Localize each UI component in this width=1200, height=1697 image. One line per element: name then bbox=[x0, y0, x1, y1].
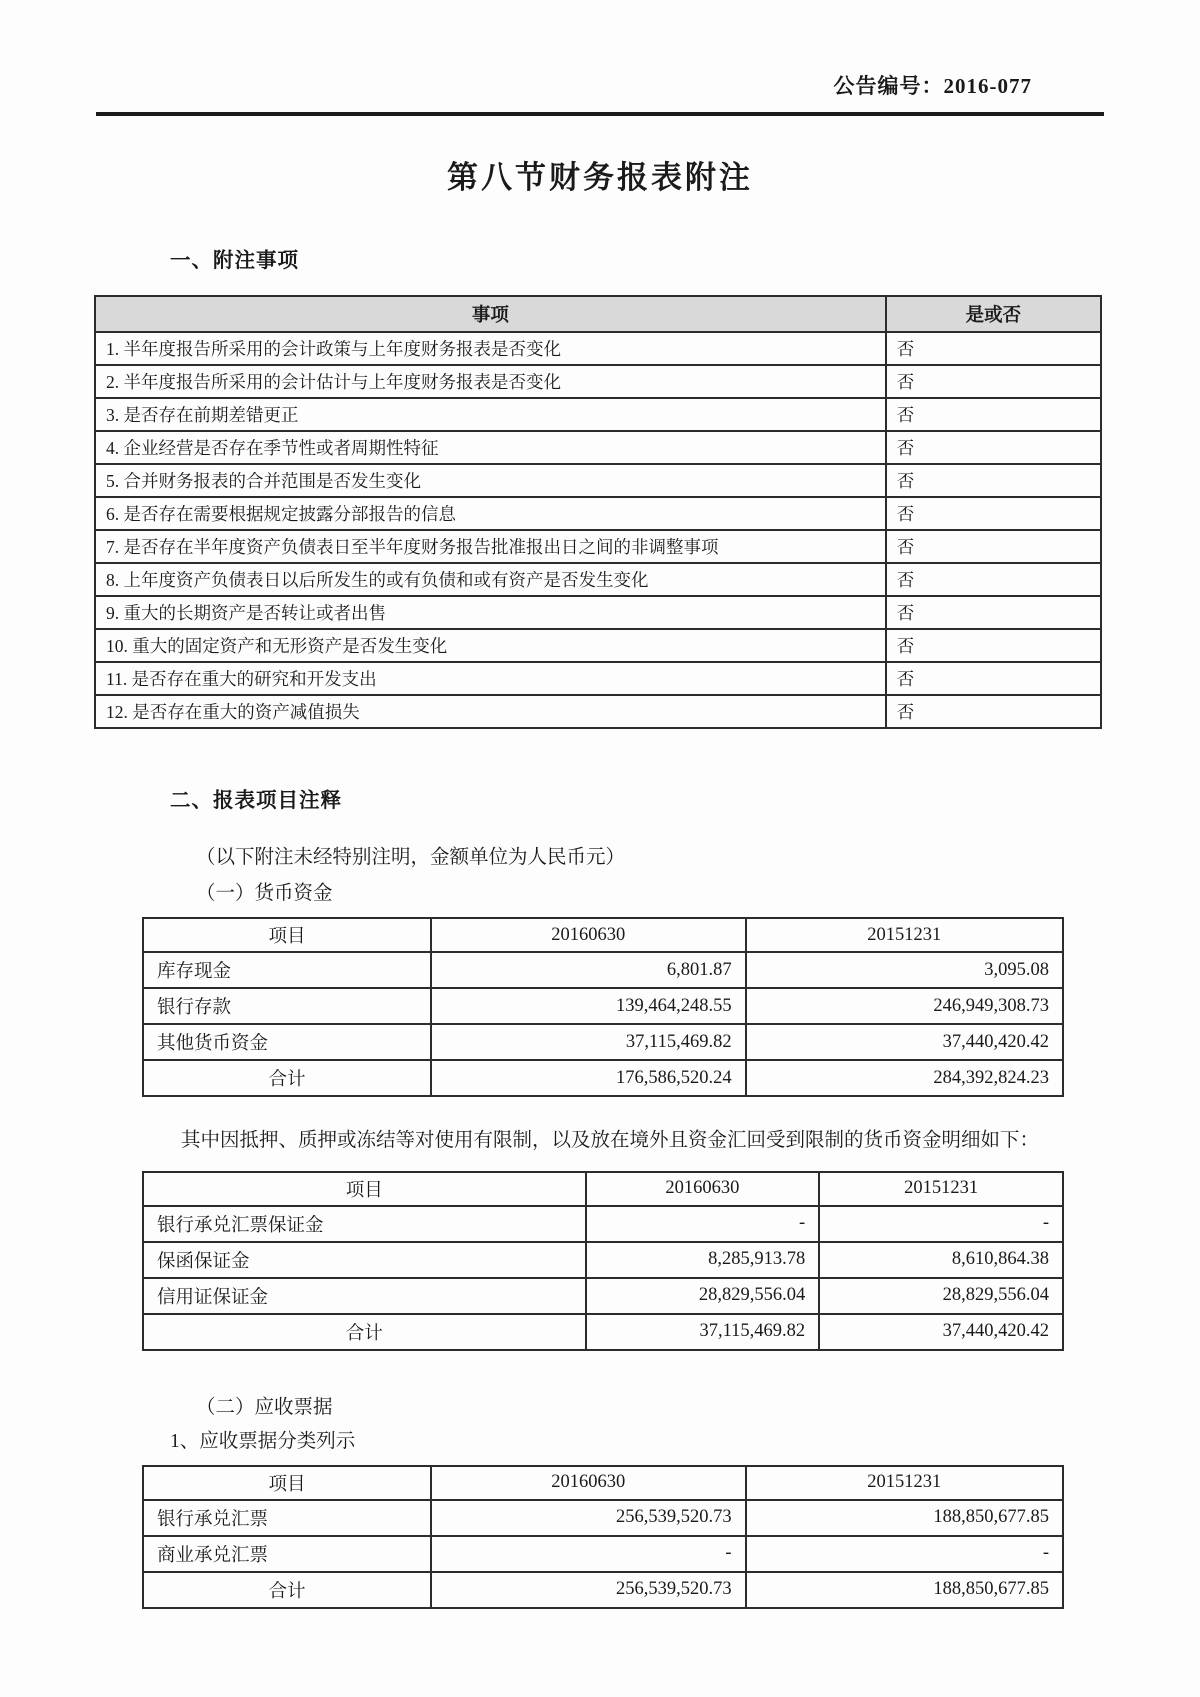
header-rule bbox=[96, 112, 1104, 116]
current-total-cell: 176,586,520.24 bbox=[431, 1060, 746, 1096]
total-row bbox=[143, 1572, 1063, 1608]
notes-matters-table bbox=[94, 295, 1102, 729]
item-cell: 7. 是否存在半年度资产负债表日至半年度财务报告批准报出日之间的非调整事项 bbox=[95, 530, 886, 563]
prior-total-cell: 188,850,677.85 bbox=[746, 1572, 1063, 1608]
section2-heading: 二、报表项目注释 bbox=[170, 790, 342, 812]
prior-value-cell: - bbox=[746, 1536, 1063, 1572]
doc-number: 公告编号：2016-077 bbox=[833, 74, 1032, 98]
answer-cell: 否 bbox=[886, 497, 1101, 530]
total-row bbox=[143, 1060, 1063, 1096]
table-header-row bbox=[95, 296, 1101, 332]
table-header-row bbox=[143, 1466, 1063, 1500]
table-row bbox=[95, 497, 1101, 530]
current-value-cell: 139,464,248.55 bbox=[431, 988, 746, 1024]
item-column-header: 事项 bbox=[95, 296, 886, 332]
table-row bbox=[143, 1242, 1063, 1278]
item-cell: 银行承兑汇票保证金 bbox=[143, 1206, 586, 1242]
prior-value-cell: 28,829,556.04 bbox=[819, 1278, 1063, 1314]
item-cell: 9. 重大的长期资产是否转让或者出售 bbox=[95, 596, 886, 629]
item-cell: 1. 半年度报告所采用的会计政策与上年度财务报表是否变化 bbox=[95, 332, 886, 365]
item-cell: 库存现金 bbox=[143, 952, 431, 988]
item-cell: 6. 是否存在需要根据规定披露分部报告的信息 bbox=[95, 497, 886, 530]
table-row bbox=[143, 1536, 1063, 1572]
item-cell: 商业承兑汇票 bbox=[143, 1536, 431, 1572]
restricted-funds-note: 其中因抵押、质押或冻结等对使用有限制，以及放在境外且资金汇回受到限制的货币资金明细如下： bbox=[181, 1130, 1040, 1151]
table-row bbox=[143, 1206, 1063, 1242]
prior-value-cell: 3,095.08 bbox=[746, 952, 1063, 988]
table-row bbox=[95, 332, 1101, 365]
answer-cell: 否 bbox=[886, 530, 1101, 563]
answer-cell: 否 bbox=[886, 398, 1101, 431]
table-row bbox=[143, 988, 1063, 1024]
item-cell: 5. 合并财务报表的合并范围是否发生变化 bbox=[95, 464, 886, 497]
answer-cell: 否 bbox=[886, 464, 1101, 497]
table-row bbox=[95, 431, 1101, 464]
answer-column-header: 是或否 bbox=[886, 296, 1101, 332]
notes-receivable-table bbox=[142, 1465, 1064, 1609]
item-cell: 保函保证金 bbox=[143, 1242, 586, 1278]
table-row bbox=[95, 464, 1101, 497]
total-label-cell: 合计 bbox=[143, 1060, 431, 1096]
table-row bbox=[95, 563, 1101, 596]
item-cell: 11. 是否存在重大的研究和开发支出 bbox=[95, 662, 886, 695]
answer-cell: 否 bbox=[886, 365, 1101, 398]
prior-total-cell: 37,440,420.42 bbox=[819, 1314, 1063, 1350]
answer-cell: 否 bbox=[886, 662, 1101, 695]
current-value-cell: - bbox=[586, 1206, 820, 1242]
current-period-header: 20160630 bbox=[431, 918, 746, 952]
prior-value-cell: 37,440,420.42 bbox=[746, 1024, 1063, 1060]
prior-period-header: 20151231 bbox=[746, 1466, 1063, 1500]
total-label-cell: 合计 bbox=[143, 1572, 431, 1608]
current-value-cell: 6,801.87 bbox=[431, 952, 746, 988]
current-value-cell: 8,285,913.78 bbox=[586, 1242, 820, 1278]
table-header-row bbox=[143, 918, 1063, 952]
prior-value-cell: - bbox=[819, 1206, 1063, 1242]
item-cell: 8. 上年度资产负债表日以后所发生的或有负债和或有资产是否发生变化 bbox=[95, 563, 886, 596]
table-row bbox=[95, 398, 1101, 431]
table-row bbox=[95, 695, 1101, 728]
item-cell: 其他货币资金 bbox=[143, 1024, 431, 1060]
table-row bbox=[143, 1500, 1063, 1536]
answer-cell: 否 bbox=[886, 332, 1101, 365]
item-cell: 4. 企业经营是否存在季节性或者周期性特征 bbox=[95, 431, 886, 464]
item-cell: 银行承兑汇票 bbox=[143, 1500, 431, 1536]
item-cell: 12. 是否存在重大的资产减值损失 bbox=[95, 695, 886, 728]
monetary-funds-table bbox=[142, 917, 1064, 1097]
table-header-row bbox=[143, 1172, 1063, 1206]
table-row bbox=[95, 365, 1101, 398]
table-row bbox=[95, 629, 1101, 662]
answer-cell: 否 bbox=[886, 629, 1101, 662]
current-period-header: 20160630 bbox=[586, 1172, 820, 1206]
total-label-cell: 合计 bbox=[143, 1314, 586, 1350]
table-row bbox=[143, 952, 1063, 988]
current-value-cell: - bbox=[431, 1536, 746, 1572]
item-cell: 3. 是否存在前期差错更正 bbox=[95, 398, 886, 431]
current-value-cell: 256,539,520.73 bbox=[431, 1500, 746, 1536]
table-row bbox=[143, 1024, 1063, 1060]
total-row bbox=[143, 1314, 1063, 1350]
page-title: 第八节财务报表附注 bbox=[447, 160, 753, 195]
prior-period-header: 20151231 bbox=[819, 1172, 1063, 1206]
monetary-funds-heading: （一）货币资金 bbox=[196, 883, 333, 904]
item-column-header: 项目 bbox=[143, 1466, 431, 1500]
unit-note: （以下附注未经特别注明，金额单位为人民币元） bbox=[196, 847, 626, 868]
current-value-cell: 37,115,469.82 bbox=[431, 1024, 746, 1060]
item-cell: 2. 半年度报告所采用的会计估计与上年度财务报表是否变化 bbox=[95, 365, 886, 398]
prior-value-cell: 246,949,308.73 bbox=[746, 988, 1063, 1024]
answer-cell: 否 bbox=[886, 695, 1101, 728]
table-row bbox=[95, 596, 1101, 629]
prior-total-cell: 284,392,824.23 bbox=[746, 1060, 1063, 1096]
answer-cell: 否 bbox=[886, 596, 1101, 629]
item-column-header: 项目 bbox=[143, 1172, 586, 1206]
table-row bbox=[95, 530, 1101, 563]
restricted-funds-table bbox=[142, 1171, 1064, 1351]
prior-period-header: 20151231 bbox=[746, 918, 1063, 952]
current-total-cell: 256,539,520.73 bbox=[431, 1572, 746, 1608]
current-total-cell: 37,115,469.82 bbox=[586, 1314, 820, 1350]
table-row bbox=[95, 662, 1101, 695]
prior-value-cell: 8,610,864.38 bbox=[819, 1242, 1063, 1278]
prior-value-cell: 188,850,677.85 bbox=[746, 1500, 1063, 1536]
item-cell: 10. 重大的固定资产和无形资产是否发生变化 bbox=[95, 629, 886, 662]
item-cell: 银行存款 bbox=[143, 988, 431, 1024]
notes-receivable-subheading: 1、应收票据分类列示 bbox=[170, 1430, 356, 1452]
notes-receivable-heading: （二）应收票据 bbox=[196, 1396, 333, 1418]
item-cell: 信用证保证金 bbox=[143, 1278, 586, 1314]
answer-cell: 否 bbox=[886, 431, 1101, 464]
answer-cell: 否 bbox=[886, 563, 1101, 596]
table-row bbox=[143, 1278, 1063, 1314]
item-column-header: 项目 bbox=[143, 918, 431, 952]
section1-heading: 一、附注事项 bbox=[170, 250, 299, 272]
current-period-header: 20160630 bbox=[431, 1466, 746, 1500]
current-value-cell: 28,829,556.04 bbox=[586, 1278, 820, 1314]
